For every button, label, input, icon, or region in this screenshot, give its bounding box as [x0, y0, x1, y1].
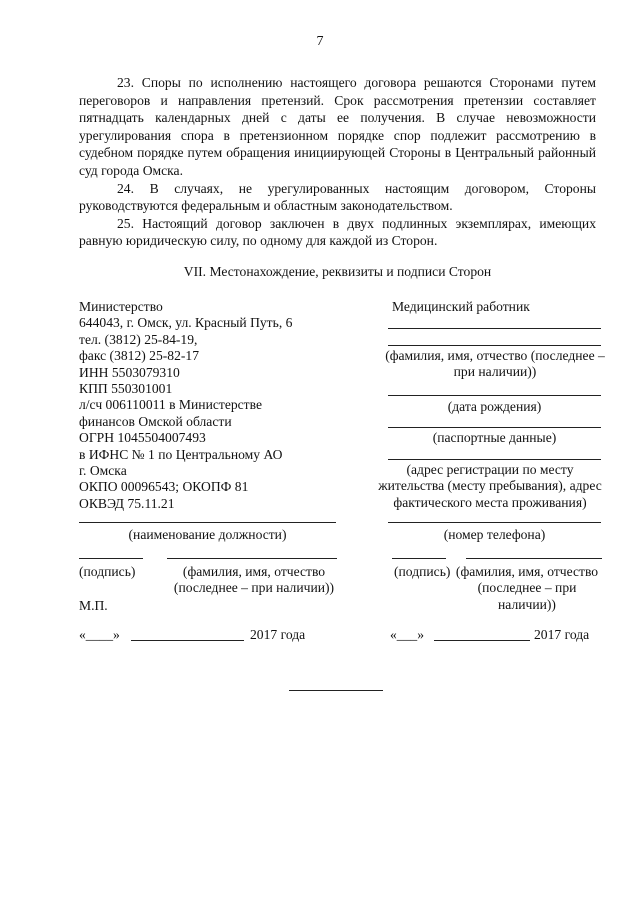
- worker-name-line-2: [388, 345, 601, 346]
- worker-phone-line: [388, 522, 601, 523]
- worker-name-caption: (фамилия, имя, отчество (последнее – при наличии)): [385, 348, 605, 380]
- position-caption: (наименование должности): [128, 527, 287, 542]
- ministry-requisites: [79, 299, 319, 512]
- worker-passport-line: [388, 427, 601, 428]
- worker-signature-caption: (подпись): [394, 564, 451, 579]
- paragraph-25: 25. Настоящий договор заключен в двух подлинных экземплярах, имеющих равную юридическую силу, по одному для каждой из Сторон.: [79, 215, 596, 249]
- ministry-line: в ИФНС № 1 по Центральному АО: [79, 446, 283, 462]
- ministry-line: тел. (3812) 25-84-19,: [79, 331, 198, 347]
- closing-rule: [289, 690, 383, 691]
- worker-name-line-1: [388, 328, 601, 329]
- ministry-signature-line: [79, 558, 143, 559]
- ministry-line: ОКВЭД 75.11.21: [79, 495, 175, 511]
- worker-title: Медицинский работник: [392, 299, 530, 314]
- worker-passport-caption: (паспортные данные): [432, 430, 557, 445]
- paragraph-23: 23. Споры по исполнению настоящего договора решаются Сторонами путем переговоров и направления претензий. Срок рассмотрения претензии составляет пятнадцать календарных дней с даты ее получения. В случае невозможности урегулирования спора в претензионном порядке спор подлежит рассмотрению в судебном порядке путем обращения инициирующей Стороны в Центральный районный суд города Омска.: [79, 75, 596, 178]
- ministry-line: г. Омска: [79, 463, 127, 479]
- paragraph-24: 24. В случаях, не урегулированных настоящим договором, Стороны руководствуются федеральным и областным законодательством.: [79, 180, 596, 214]
- ministry-line: ОКПО 00096543; ОКОПФ 81: [79, 479, 249, 495]
- ministry-name-caption: (фамилия, имя, отчество (последнее – при наличии)): [173, 564, 335, 596]
- worker-name-caption-2: (фамилия, имя, отчество (последнее – при наличии)): [455, 564, 599, 612]
- ministry-line: ОГРН 1045504007493: [79, 430, 206, 446]
- contract-body: [79, 74, 596, 250]
- ministry-signature-caption: (подпись): [79, 564, 136, 579]
- ministry-line: 644043, г. Омск, ул. Красный Путь, 6: [79, 315, 293, 331]
- worker-name-line-3: [466, 558, 602, 559]
- worker-address-caption: (адрес регистрации по месту жительства (месту пребывания), адрес фактического места проживания): [378, 462, 602, 510]
- ministry-date-day: «____»: [79, 627, 120, 642]
- ministry-line: КПП 550301001: [79, 381, 173, 397]
- ministry-name-line: [167, 558, 337, 559]
- ministry-date-month-line: [131, 640, 244, 641]
- ministry-line: л/сч 006110011 в Министерстве: [79, 397, 262, 413]
- worker-birth-caption: (дата рождения): [447, 399, 542, 414]
- ministry-date-year: 2017 года: [250, 627, 306, 642]
- stamp-label: М.П.: [79, 598, 108, 613]
- worker-date-year: 2017 года: [534, 627, 590, 642]
- worker-phone-caption: (номер телефона): [443, 527, 546, 542]
- position-blank-line: [79, 522, 336, 523]
- worker-date-day: «___»: [390, 627, 424, 642]
- worker-date-month-line: [434, 640, 530, 641]
- ministry-line: факс (3812) 25-82-17: [79, 348, 200, 364]
- worker-signature-line: [392, 558, 446, 559]
- ministry-line: Министерство: [79, 299, 163, 314]
- section-heading: VII. Местонахождение, реквизиты и подписи Сторон: [183, 264, 492, 279]
- ministry-line: ИНН 5503079310: [79, 364, 180, 380]
- worker-address-line: [388, 459, 601, 460]
- page-number: 7: [316, 34, 324, 49]
- worker-birth-line: [388, 395, 601, 396]
- ministry-line: финансов Омской области: [79, 413, 232, 429]
